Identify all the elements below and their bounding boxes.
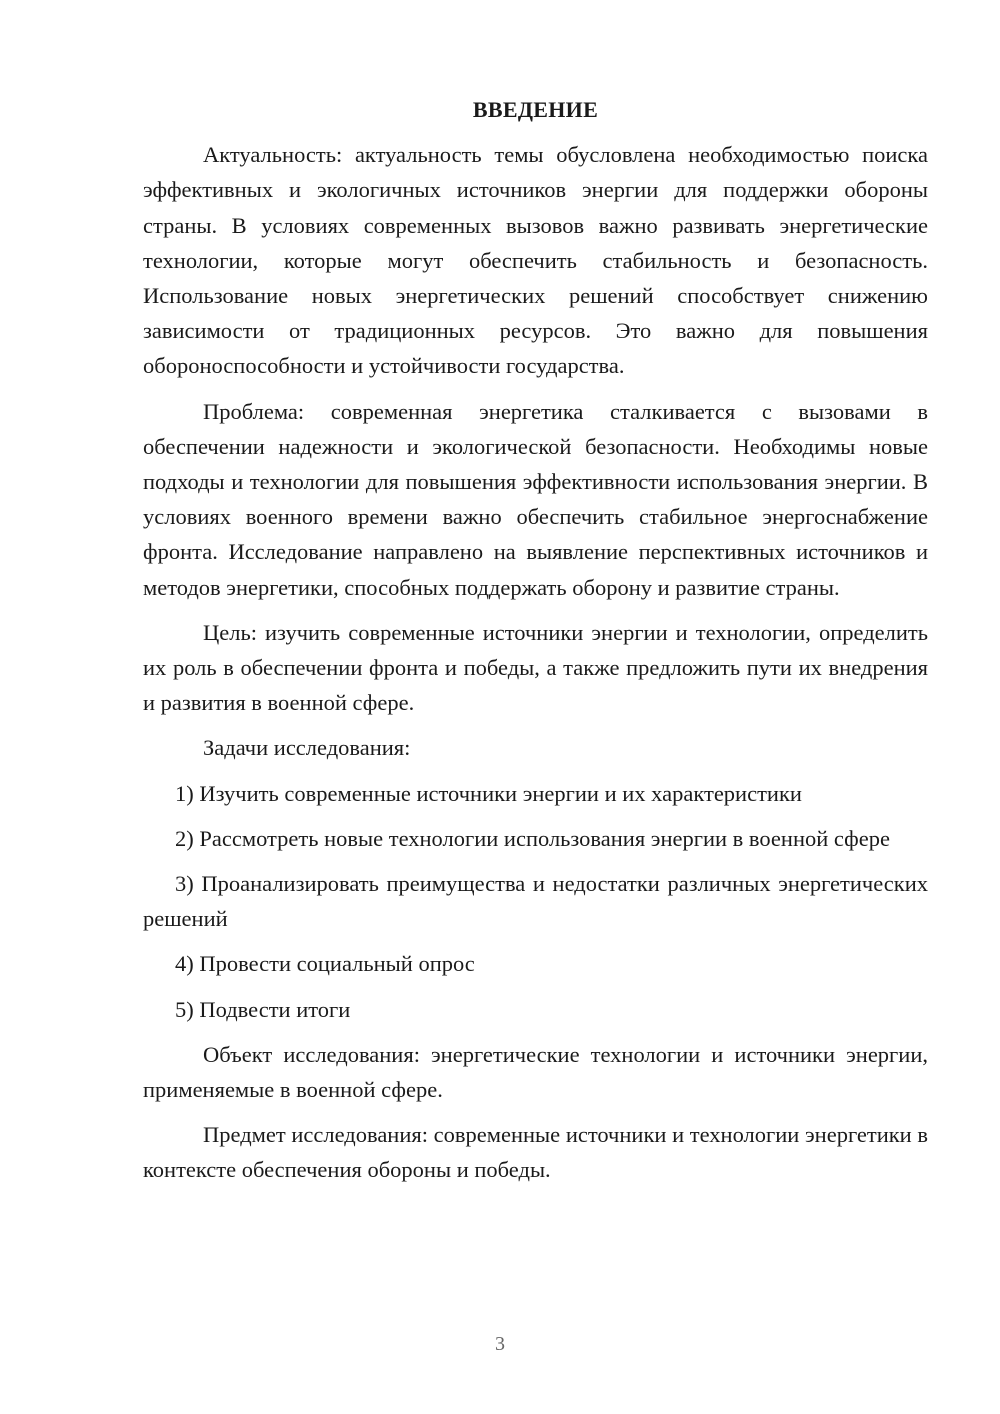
subject-paragraph: Предмет исследования: современные источники и технологии энергетики в контексте обеспечения обороны и победы. (143, 1122, 928, 1183)
task-item: 3) Проанализировать преимущества и недостатки различных энергетических решений (143, 871, 928, 932)
goal-paragraph: Цель: изучить современные источники энергии и технологии, определить их роль в обеспечении фронта и победы, а также предложить пути их внедрения и развития в военной сфере. (143, 619, 928, 716)
object-paragraph: Объект исследования: энергетические технологии и источники энергии, применяемые в военной сфере. (143, 1041, 928, 1103)
page-content (143, 92, 928, 1198)
tasks-heading: Задачи исследования: (203, 735, 411, 761)
page-title: ВВЕДЕНИЕ (472, 97, 599, 122)
relevance-paragraph: Актуальность: актуальность темы обусловлена необходимостью поиска эффективных и экологичных источников энергии для поддержки обороны страны. В условиях современных вызовов важно развивать энергетические технологии, которые могут обеспечить стабильность и безопасность. Использование новых энергетических решений способствует снижению зависимости от традиционных ресурсов. Это важно для повышения обороноспособности и устойчивости государства. (143, 142, 928, 379)
task-item: 1) Изучить современные источники энергии и их характеристики (175, 780, 802, 806)
problem-paragraph: Проблема: современная энергетика сталкивается с вызовами в обеспечении надежности и экологической безопасности. Необходимы новые подходы и технологии для повышения эффективности использования энергии. В условиях военного времени важно обеспечить стабильное энергоснабжение фронта. Исследование направлено на выявление перспективных источников и методов энергетики, способных поддержать оборону и развитие страны. (143, 398, 928, 600)
task-item: 5) Подвести итоги (175, 996, 351, 1022)
page-number: 3 (495, 1333, 505, 1355)
task-item: 2) Рассмотреть новые технологии использования энергии в военной сфере (175, 825, 890, 851)
task-item: 4) Провести социальный опрос (175, 951, 475, 977)
